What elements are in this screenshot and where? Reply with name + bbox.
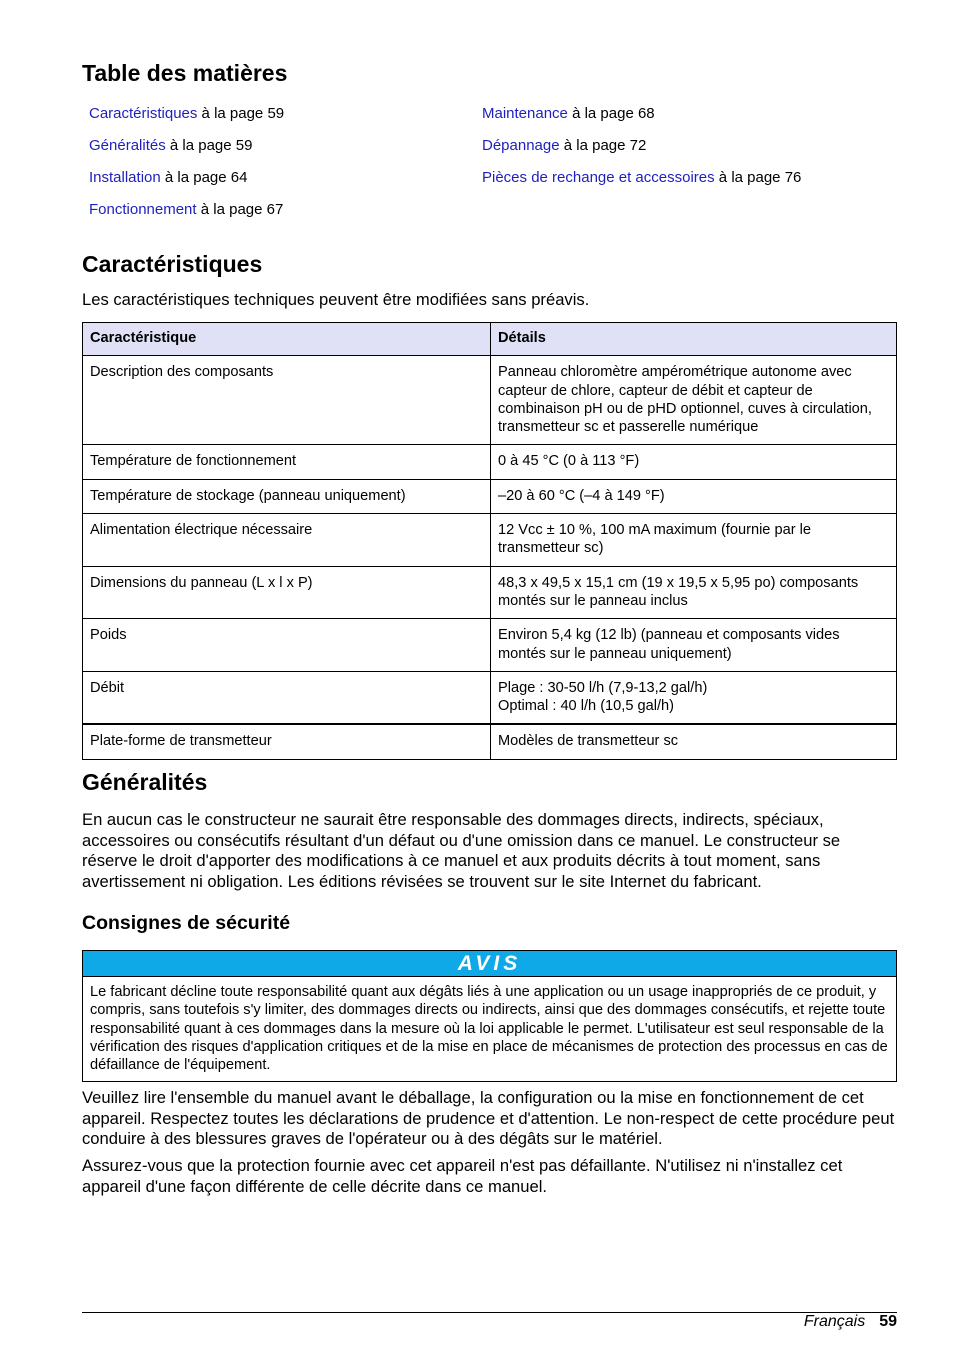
spec-name: Dimensions du panneau (L x l x P) <box>83 566 491 619</box>
toc-entry <box>89 168 284 200</box>
toc-entry <box>89 200 284 232</box>
spec-name: Température de fonctionnement <box>83 445 491 479</box>
safety-title: Consignes de sécurité <box>82 912 291 934</box>
toc-entry <box>89 136 284 168</box>
toc-entry <box>482 136 801 168</box>
toc-page-ref: à la page 72 <box>559 137 647 154</box>
table-row <box>83 445 897 479</box>
toc-page-ref: à la page 64 <box>160 169 248 186</box>
table-row <box>83 619 897 672</box>
notice-box <box>82 950 897 1082</box>
table-row <box>83 356 897 445</box>
table-header-row <box>83 323 897 356</box>
table-row <box>83 671 897 724</box>
toc-page-ref: à la page 76 <box>714 169 802 186</box>
page-footer <box>804 1313 897 1331</box>
toc-link-maintenance[interactable]: Maintenance <box>482 105 568 122</box>
spec-name: Température de stockage (panneau uniquement) <box>83 479 491 513</box>
spec-name: Débit <box>83 671 491 724</box>
toc-entry <box>482 104 801 136</box>
spec-value: 12 Vcc ± 10 %, 100 mA maximum (fournie par le transmetteur sc) <box>491 514 897 567</box>
general-title: Généralités <box>82 769 208 795</box>
spec-value: Environ 5,4 kg (12 lb) (panneau et composants vides montés sur le panneau uniquement) <box>491 619 897 672</box>
toc-link-generalites[interactable]: Généralités <box>89 137 166 154</box>
toc-entry <box>482 168 801 200</box>
spec-name: Plate-forme de transmetteur <box>83 724 491 759</box>
toc-page-ref: à la page 59 <box>197 105 285 122</box>
specs-intro: Les caractéristiques techniques peuvent être modifiées sans préavis. <box>82 290 590 309</box>
column-header-details: Détails <box>491 323 897 356</box>
notice-label: AVIS <box>83 951 896 977</box>
table-row <box>83 566 897 619</box>
column-header-caracteristique: Caractéristique <box>83 323 491 356</box>
spec-value: Modèles de transmetteur sc <box>491 724 897 759</box>
specs-title: Caractéristiques <box>82 251 263 277</box>
spec-value: 0 à 45 °C (0 à 113 °F) <box>491 445 897 479</box>
spec-value: Panneau chloromètre ampérométrique autonome avec capteur de chlore, capteur de débit et capteur de combinaison pH ou de pHD optionnel, cuves à circulation, transmetteur sc et passerelle numérique <box>491 356 897 445</box>
toc-title: Table des matières <box>82 60 288 86</box>
footer-language: Français <box>803 1313 866 1330</box>
toc-link-depannage[interactable]: Dépannage <box>482 137 560 154</box>
spec-value: 48,3 x 49,5 x 15,1 cm (19 x 19,5 x 5,95 po) composants montés sur le panneau inclus <box>491 566 897 619</box>
toc-link-installation[interactable]: Installation <box>89 169 161 186</box>
general-paragraph: En aucun cas le constructeur ne saurait être responsable des dommages directs, indirects, spéciaux, accessoires ou consécutifs résultant d'un défaut ou d'une omission dans ce manuel. Le constructeur se réserve le droit d'apporter des modifications à ce manuel et aux produits décrits à tout moment, sans avertissement ni obligation. Les éditions révisées se trouvent sur le site Internet du fabricant. <box>82 810 841 891</box>
specs-table <box>82 322 897 760</box>
table-row <box>83 724 897 759</box>
spec-value: Plage : 30-50 l/h (7,9-13,2 gal/h) Optimal : 40 l/h (10,5 gal/h) <box>491 671 897 724</box>
notice-text: Le fabricant décline toute responsabilité quant aux dégâts liés à une application ou un usage inappropriés de ce produit, y compris, sans toutefois s'y limiter, des dommages directs ou indirects, ainsi que des dommages consécutifs, et rejette toute responsabilité quant à ces dommages dans la mesure où la loi applicable le permet. L'utilisateur est seul responsable de la vérification des risques d'application critiques et de la mise en place de mécanismes de protection des processus en cas de défaillance de l'équipement. <box>90 984 888 1074</box>
table-row <box>83 479 897 513</box>
footer-page-number: 59 <box>879 1313 897 1330</box>
spec-name: Description des composants <box>83 356 491 445</box>
toc-right-column <box>482 104 801 200</box>
toc-link-caracteristiques[interactable]: Caractéristiques <box>89 105 198 122</box>
safety-paragraph-2: Assurez-vous que la protection fournie avec cet appareil n'est pas défaillante. N'utilisez ni n'installez cet appareil d'une façon différente de celle décrite dans ce manuel. <box>82 1156 843 1196</box>
spec-name: Alimentation électrique nécessaire <box>83 514 491 567</box>
toc-link-pieces[interactable]: Pièces de rechange et accessoires <box>482 169 715 186</box>
toc-left-column <box>89 104 284 232</box>
footer-rule <box>82 1312 897 1313</box>
safety-paragraph-1: Veuillez lire l'ensemble du manuel avant le déballage, la configuration ou la mise en fonctionnement de cet appareil. Respectez toutes les déclarations de prudence et d'attention. Le non-respect de cette procédure peut conduire à des blessures graves de l'opérateur ou à des dégâts sur le matériel. <box>82 1088 895 1148</box>
spec-name: Poids <box>83 619 491 672</box>
spec-value: –20 à 60 °C (–4 à 149 °F) <box>491 479 897 513</box>
toc-page-ref: à la page 59 <box>165 137 253 154</box>
toc-link-fonctionnement[interactable]: Fonctionnement <box>89 201 197 218</box>
toc-page-ref: à la page 67 <box>196 201 284 218</box>
toc-page-ref: à la page 68 <box>567 105 655 122</box>
table-row <box>83 514 897 567</box>
toc-entry <box>89 104 284 136</box>
